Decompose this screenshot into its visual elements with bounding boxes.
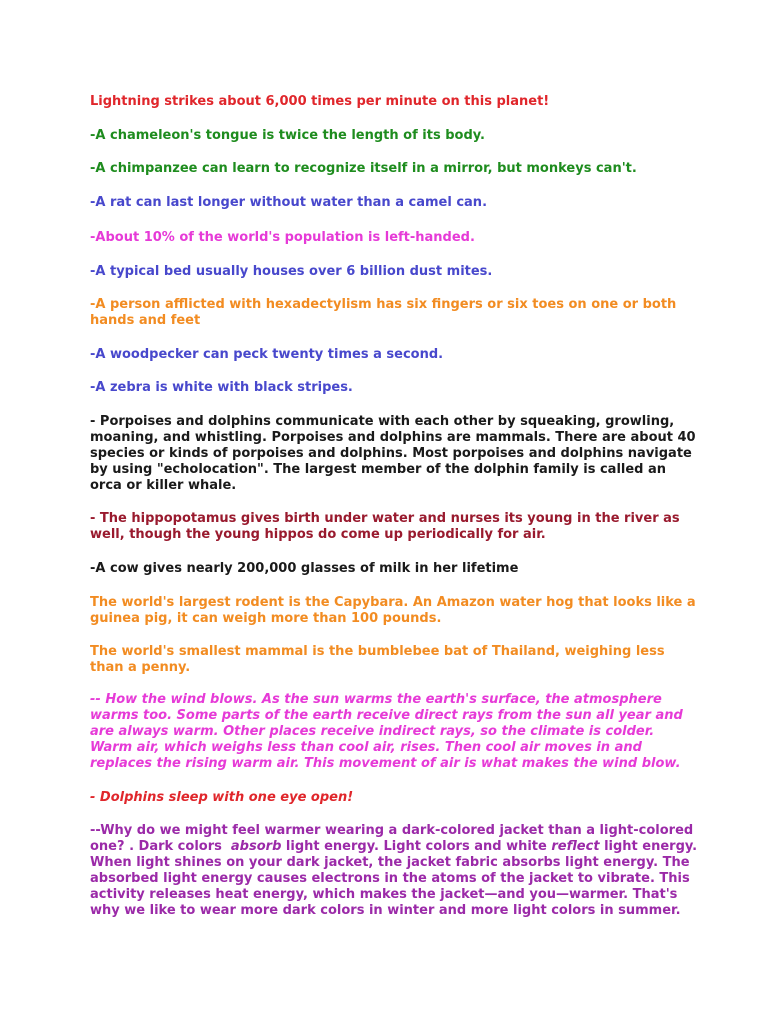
fact-left-handed	[90, 230, 682, 246]
fact-line: -A zebra is white with black stripes.	[90, 380, 353, 395]
fact-chameleon	[90, 128, 682, 144]
fact-line: - Dolphins sleep with one eye open!	[90, 790, 354, 805]
fact-line: -A cow gives nearly 200,000 glasses of milk in her lifetime	[90, 561, 519, 576]
fact-dolphins-sleep	[90, 790, 682, 806]
fact-line: hands and feet	[90, 313, 201, 328]
fact-chimpanzee	[90, 161, 682, 177]
fact-line: -A chameleon's tongue is twice the length of its body.	[90, 128, 485, 143]
text-run: light energy. Light colors and white	[281, 839, 552, 854]
fact-line: -- How the wind blows. As the sun warms the earth's surface, the atmosphere	[90, 692, 662, 707]
fact-line: why we like to wear more dark colors in winter and more light colors in summer.	[90, 903, 681, 918]
fact-hexadectylism	[90, 297, 682, 329]
fact-lightning	[90, 94, 682, 110]
emphasis-reflect: reflect	[551, 839, 600, 854]
fact-line: -A woodpecker can peck twenty times a second.	[90, 347, 444, 362]
fact-line-mixed	[90, 839, 698, 855]
fact-capybara	[90, 595, 696, 627]
fact-line: guinea pig, it can weigh more than 100 pounds.	[90, 611, 442, 626]
fact-line: The world's largest rodent is the Capybara. An Amazon water hog that looks like a	[90, 595, 696, 610]
fact-line: - Porpoises and dolphins communicate with each other by squeaking, growling,	[90, 414, 675, 429]
fact-line: species or kinds of porpoises and dolphins. Most porpoises and dolphins navigate	[90, 446, 692, 461]
fact-line: absorbed light energy causes electrons in the atoms of the jacket to vibrate. This	[90, 871, 690, 886]
fact-line: -A rat can last longer without water than a camel can.	[90, 195, 488, 210]
fact-line: are always warm. Other places receive indirect rays, so the climate is colder.	[90, 724, 655, 739]
fact-line: -A typical bed usually houses over 6 billion dust mites.	[90, 264, 493, 279]
fact-hippopotamus	[90, 511, 682, 543]
fact-dark-jacket	[90, 823, 698, 919]
fact-line: Warm air, which weighs less than cool air, rises. Then cool air moves in and	[90, 740, 642, 755]
fact-line: When light shines on your dark jacket, the jacket fabric absorbs light energy. The	[90, 855, 690, 870]
fact-line: than a penny.	[90, 660, 191, 675]
fact-line: --Why do we might feel warmer wearing a dark-colored jacket than a light-colored	[90, 823, 694, 838]
text-run: one? . Dark colors	[90, 839, 231, 854]
fact-zebra	[90, 380, 682, 396]
fact-bumblebee-bat	[90, 644, 682, 676]
fact-line: moaning, and whistling. Porpoises and dolphins are mammals. There are about 40	[90, 430, 696, 445]
fact-rat	[90, 195, 682, 211]
fact-line: The world's smallest mammal is the bumblebee bat of Thailand, weighing less	[90, 644, 665, 659]
fact-line: - The hippopotamus gives birth under water and nurses its young in the river as	[90, 511, 680, 526]
fact-porpoises	[90, 414, 696, 494]
fact-line: activity releases heat energy, which makes the jacket—and you—warmer. That's	[90, 887, 678, 902]
emphasis-absorb: absorb	[230, 839, 282, 854]
fact-line: -About 10% of the world's population is left-handed.	[90, 230, 475, 245]
fact-line: well, though the young hippos do come up periodically for air.	[90, 527, 546, 542]
fact-cow	[90, 561, 682, 577]
fact-woodpecker	[90, 347, 682, 363]
text-run: light energy.	[599, 839, 698, 854]
fact-wind	[90, 692, 682, 772]
fact-line: Lightning strikes about 6,000 times per minute on this planet!	[90, 94, 550, 109]
fact-line: -A person afflicted with hexadectylism has six fingers or six toes on one or both	[90, 297, 677, 312]
fact-line: by using "echolocation". The largest member of the dolphin family is called an	[90, 462, 667, 477]
fact-dust-mites	[90, 264, 682, 280]
fact-line: -A chimpanzee can learn to recognize itself in a mirror, but monkeys can't.	[90, 161, 637, 176]
fact-line: orca or killer whale.	[90, 478, 237, 493]
fact-line: replaces the rising warm air. This movement of air is what makes the wind blow.	[90, 756, 681, 771]
fact-line: warms too. Some parts of the earth receive direct rays from the sun all year and	[90, 708, 683, 723]
